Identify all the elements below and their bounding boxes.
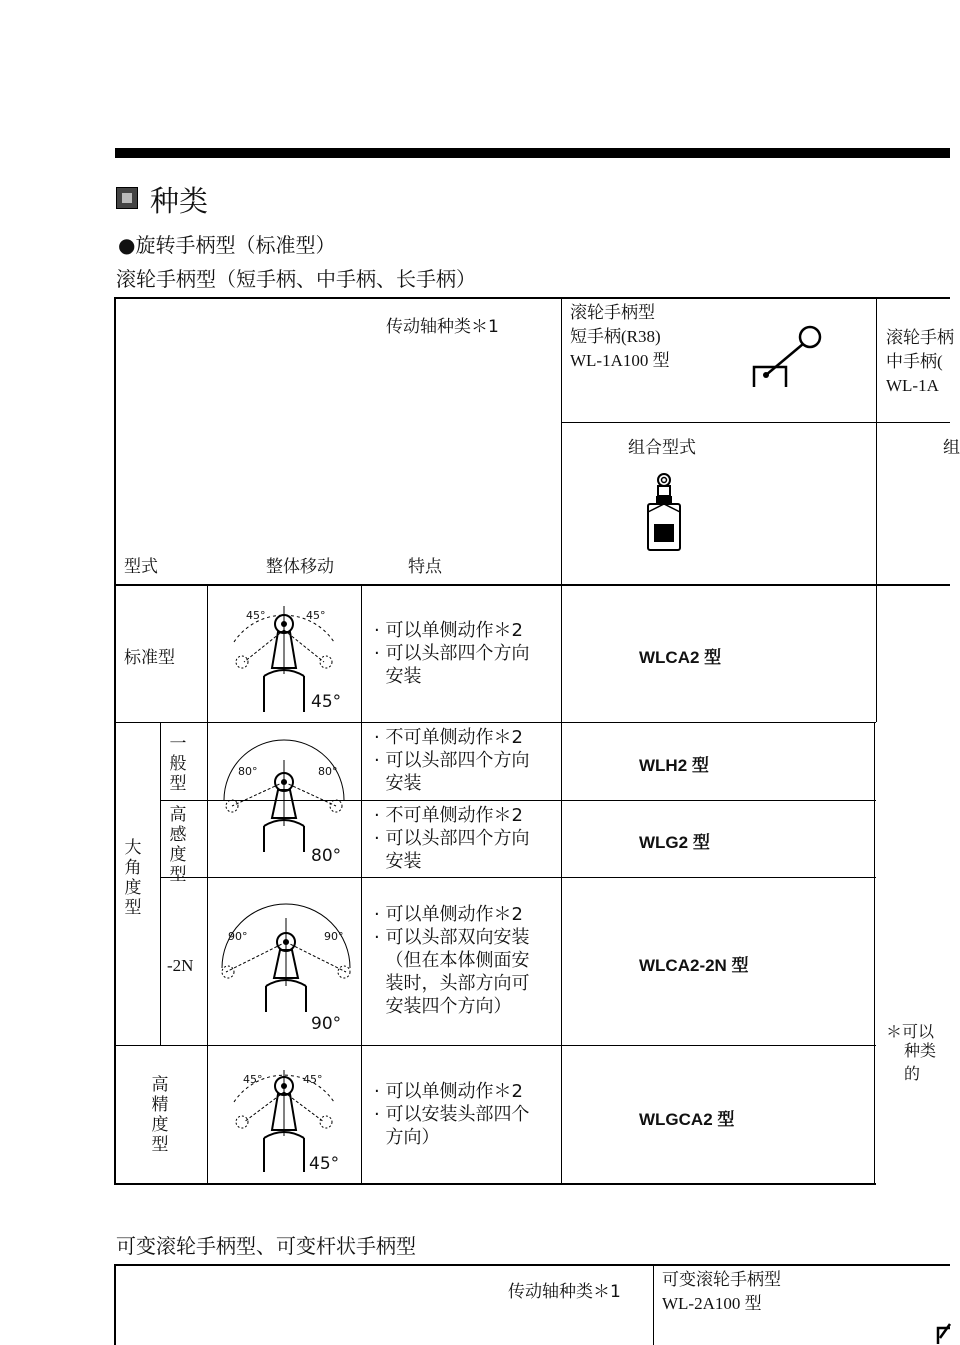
col2-combo-label: 组 — [943, 438, 960, 458]
col1-type-name: 滚轮手柄型 — [570, 303, 655, 322]
row5-model: WLGCA2 型 — [639, 1110, 735, 1129]
table2-border-top — [115, 1264, 950, 1266]
row2-motion-diagram — [220, 740, 348, 860]
col1-model-code: WL-1A100 型 — [570, 351, 670, 370]
switch-body-icon — [645, 472, 683, 554]
row2-type: 一般型 — [169, 734, 187, 794]
table1-motion-line — [207, 584, 208, 1184]
table1-col-line-2-upper — [876, 297, 877, 722]
table2-header-actuator: 传动轴种类＊1 — [508, 1282, 621, 1302]
row-divider-1 — [115, 722, 876, 723]
table1-border-left — [114, 297, 116, 1185]
table1-col-line-1 — [561, 297, 562, 1184]
side-note-line2: 种类的 — [904, 1043, 937, 1083]
table1-header-bottom — [115, 584, 950, 586]
table1-title: 滚轮手柄型（短手柄、中手柄、长手柄） — [116, 267, 476, 291]
row4-motion-diagram — [218, 902, 354, 1020]
header-actuator: 传动轴种类＊1 — [386, 317, 499, 337]
col1-combo-label: 组合型式 — [628, 438, 696, 458]
top-rule — [115, 148, 950, 158]
roller-lever-icon — [748, 323, 826, 389]
subtitle: ●旋转手柄型（标准型） — [118, 233, 336, 257]
row5-motion-angle: 45° — [309, 1154, 340, 1174]
row3-type: 高感度型 — [169, 805, 187, 885]
row5-features: · 可以单侧动作＊2 · 可以安装头部四个 方向） — [374, 1081, 530, 1148]
row2-features: · 不可单侧动作＊2 · 可以头部四个方向 安装 — [374, 727, 530, 794]
table2-col1-type-name: 可变滚轮手柄型 — [662, 1270, 781, 1289]
row5-angle-right: 45° — [303, 1073, 323, 1086]
row1-features: · 可以单侧动作＊2 · 可以头部四个方向 安装 — [374, 620, 530, 687]
table2-border-left — [114, 1264, 116, 1345]
row1-type: 标准型 — [124, 648, 175, 668]
row2-angle-left: 80° — [238, 765, 258, 778]
table1-border-bottom — [115, 1183, 876, 1185]
col1-lever-length: 短手柄(R38) — [570, 327, 661, 346]
table1-feature-line — [361, 584, 362, 1184]
side-note-line1: ＊可以 — [886, 1024, 935, 1041]
row2-angle-right: 80° — [318, 765, 338, 778]
row1-model: WLCA2 型 — [639, 648, 722, 667]
row4-features: · 可以单侧动作＊2 · 可以头部双向安装 （但在本体侧面安 装时，头部方向可 安装四个方向） — [374, 904, 530, 1017]
row4-type: -2N — [167, 956, 194, 975]
row5-angle-left: 45° — [243, 1073, 263, 1086]
section-square-icon — [116, 187, 138, 209]
header-feature: 特点 — [408, 557, 442, 577]
row4-model: WLCA2-2N 型 — [639, 956, 749, 975]
table1-border-top — [115, 297, 950, 299]
table2-title: 可变滚轮手柄型、可变杆状手柄型 — [116, 1234, 416, 1258]
row2-model: WLH2 型 — [639, 756, 709, 775]
col2-lever-length: 中手柄( — [886, 352, 943, 371]
col2-type-name: 滚轮手柄 — [886, 328, 954, 347]
row2-motion-angle: 80° — [311, 846, 342, 866]
row1-angle-left: 45° — [246, 609, 266, 622]
header-motion: 整体移动 — [266, 557, 334, 577]
group-wide-angle: 大角度型 — [124, 838, 142, 918]
table1-group-line — [160, 722, 161, 1045]
row3-features: · 不可单侧动作＊2 · 可以头部四个方向 安装 — [374, 805, 530, 872]
table2-lever-icon — [936, 1322, 950, 1345]
row1-motion-angle: 45° — [311, 692, 342, 712]
row4-angle-left: 90° — [228, 930, 248, 943]
row-divider-3 — [160, 877, 876, 878]
section-title: 种类 — [150, 184, 209, 218]
header-type: 型式 — [124, 557, 158, 577]
table1-col-line-2-lower — [874, 722, 875, 1184]
col2-model-code: WL-1A — [886, 376, 939, 395]
row4-motion-angle: 90° — [311, 1014, 342, 1034]
table2-col1-model-code: WL-2A100 型 — [662, 1294, 762, 1313]
table1-col-divider-h — [562, 422, 950, 423]
row5-type: 高精度型 — [151, 1075, 169, 1155]
row3-model: WLG2 型 — [639, 833, 710, 852]
row4-angle-right: 90° — [324, 930, 344, 943]
table2-col-line-1 — [653, 1264, 654, 1345]
row-divider-4 — [115, 1045, 876, 1046]
row1-angle-right: 45° — [306, 609, 326, 622]
